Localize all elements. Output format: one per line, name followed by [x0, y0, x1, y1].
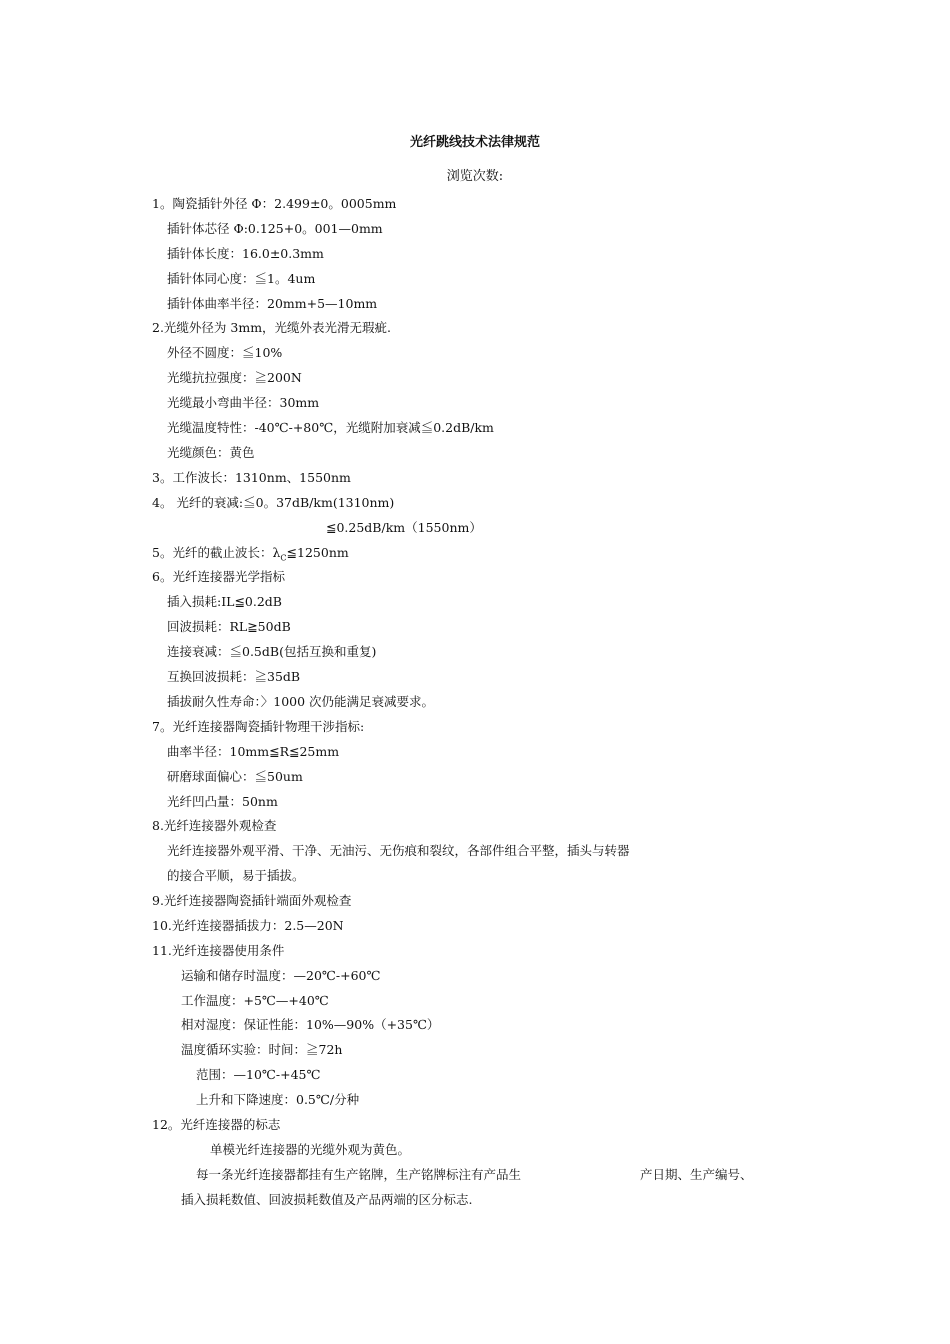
- spec-line: 光缆抗拉强度：≧200N: [167, 370, 302, 385]
- spec-line: 光纤凹凸量：50nm: [167, 794, 278, 809]
- spec-line: 插针体长度：16.0±0.3mm: [167, 246, 324, 261]
- spec-line-cutoff: [152, 545, 349, 567]
- spec-line: 单模光纤连接器的光缆外观为黄色。: [210, 1142, 411, 1157]
- spec-line: 回波损耗：RL≧50dB: [167, 619, 291, 634]
- spec-line: 研磨球面偏心：≦50um: [167, 769, 303, 784]
- spec-line: 范围：—10℃-+45℃: [196, 1067, 321, 1082]
- spec-line: 插入损耗:IL≦0.2dB: [167, 594, 282, 609]
- spec-line: 上升和下降速度：0.5℃/分种: [196, 1092, 360, 1107]
- lambda-subscript: C: [280, 553, 287, 563]
- spec-line: 7。光纤连接器陶瓷插针物理干涉指标:: [152, 719, 365, 734]
- spec-line: 插入损耗数值、回波损耗数值及产品两端的区分标志.: [181, 1192, 473, 1207]
- spec-line: 插针体同心度：≦1。4um: [167, 271, 316, 286]
- spec-line: 连接衰减：≦0.5dB(包括互换和重复): [167, 644, 377, 659]
- spec-line: 温度循环实验：时间：≧72h: [181, 1042, 343, 1057]
- spec-line: 10.光纤连接器插拔力：2.5—20N: [152, 918, 344, 933]
- spec-line: 12。光纤连接器的标志: [152, 1117, 281, 1132]
- spec-line: 8.光纤连接器外观检查: [152, 818, 277, 833]
- spec-line: 3。工作波长：1310nm、1550nm: [152, 470, 351, 485]
- spec-line: 插针体曲率半径：20mm+5—10mm: [167, 296, 378, 311]
- cutoff-value: ≦1250nm: [286, 545, 349, 560]
- spec-line: 相对湿度：保证性能：10%—90%（+35℃）: [181, 1017, 440, 1032]
- spec-line: 插拔耐久性寿命：〉1000 次仍能满足衰减要求。: [167, 694, 435, 709]
- spec-line: 互换回波损耗：≧35dB: [167, 669, 301, 684]
- spec-line: 光纤连接器外观平滑、干净、无油污、无伤痕和裂纹，各部件组合平整，插头与转器: [167, 843, 630, 858]
- spec-line: 光缆颜色：黄色: [167, 445, 255, 460]
- view-count-label: 浏览次数:: [446, 169, 504, 184]
- spec-line: 每一条光纤连接器都挂有生产铭牌，生产铭牌标注有产品生: [196, 1167, 522, 1182]
- spec-line: 光缆最小弯曲半径：30mm: [167, 395, 320, 410]
- spec-line: 11.光纤连接器使用条件: [152, 943, 285, 958]
- spec-line: 外径不圆度：≦10%: [167, 345, 283, 360]
- spec-line: 9.光纤连接器陶瓷插针端面外观检查: [152, 893, 352, 908]
- spec-line: 光缆温度特性：-40℃-+80℃，光缆附加衰减≦0.2dB/km: [167, 420, 494, 435]
- spec-line: 4。 光纤的衰减:≦0。37dB/km(1310nm): [152, 495, 395, 510]
- spec-line: 产日期、生产编号、: [640, 1167, 753, 1182]
- lambda-symbol: λ: [272, 545, 281, 560]
- spec-line: 曲率半径：10mm≦R≦25mm: [167, 744, 340, 759]
- spec-line: 插针体芯径 Φ:0.125+0。001—0mm: [167, 221, 383, 236]
- spec-line: 运输和储存时温度：—20℃-+60℃: [181, 968, 381, 983]
- spec-line: 1。陶瓷插针外径 Φ：2.499±0。0005mm: [152, 196, 397, 211]
- spec-line-cutoff-label: 5。光纤的截止波长：: [152, 545, 273, 560]
- spec-line: 6。光纤连接器光学指标: [152, 569, 285, 584]
- spec-line: 工作温度：+5℃—+40℃: [181, 993, 329, 1008]
- spec-line: ≦0.25dB/km（1550nm）: [326, 520, 482, 535]
- spec-line: 2.光缆外径为 3mm，光缆外表光滑无瑕疵.: [152, 320, 392, 335]
- document-title: 光纤跳线技术法律规范: [409, 135, 540, 150]
- spec-line: 的接合平顺，易于插拔。: [167, 868, 305, 883]
